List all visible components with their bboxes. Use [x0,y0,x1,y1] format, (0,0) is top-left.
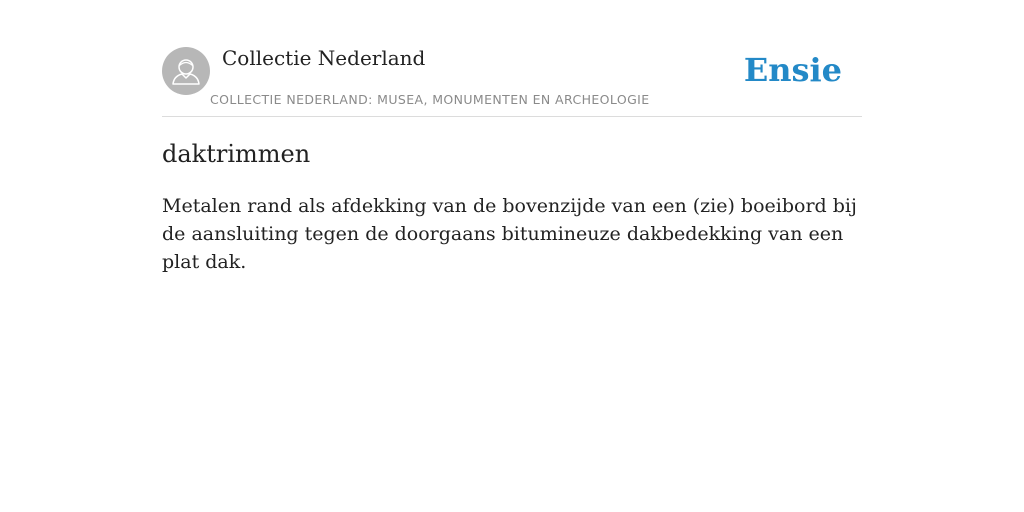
author-subtitle: COLLECTIE NEDERLAND: MUSEA, MONUMENTEN EN ARCHEOLOGIE [210,92,650,107]
entry-definition: Metalen rand als afdekking van de bovenzijde van een (zie) boeibord bij de aansluiting tegen de doorgaans bitumineuze dakbedekking van een plat dak. [162,195,857,273]
author-name-link[interactable]: Collectie Nederland [222,46,426,70]
avatar[interactable] [162,47,210,95]
user-icon [162,47,210,95]
author-header [162,40,862,117]
brand-logo[interactable]: Ensie [743,51,842,89]
entry-term: daktrimmen [162,140,311,168]
